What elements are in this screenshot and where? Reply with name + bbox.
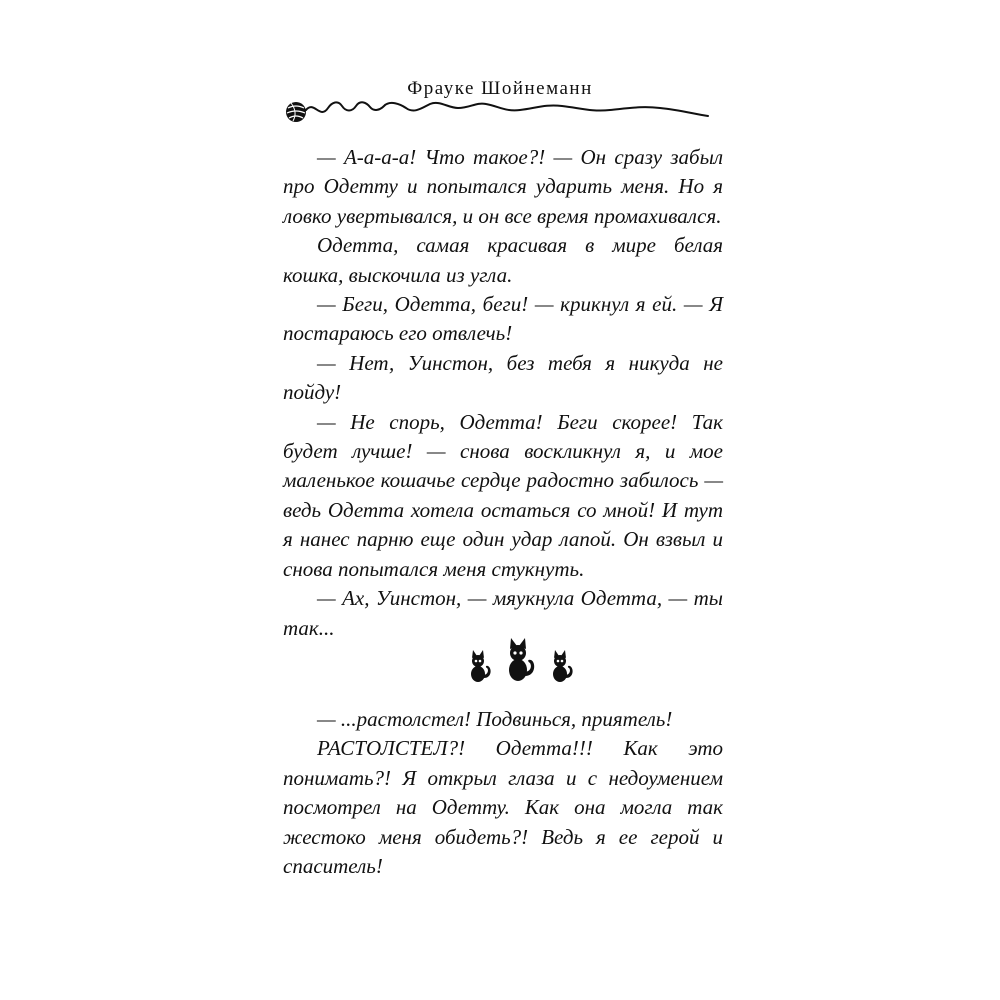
text-block-bottom: [283, 705, 723, 881]
paragraph: — А-а-а-а! Что такое?! — Он сразу забыл про Одетту и попытался ударить меня. Но я ловко увертывался, и он все время промахивался.: [283, 145, 723, 228]
paragraph: — Ах, Уинстон, — мяукнула Одетта, — ты так...: [283, 586, 723, 640]
text-block-top: [283, 143, 723, 643]
paragraph: Одетта, самая красивая в мире белая кошка, выскочила из угла.: [283, 233, 723, 287]
three-black-cats-icon: [462, 636, 582, 684]
author-name: Фрауке Шойнеманн: [407, 78, 593, 99]
paragraph: — ...растолстел! Подвинься, приятель!: [317, 707, 673, 731]
paragraph: — Не спорь, Одетта! Беги скорее! Так будет лучше! — снова воскликнул я, и мое маленькое кошачье сердце радостно забилось — ведь Одетта хотела остаться со мной! И тут я нанес парню еще один удар лапой. Он взвыл и снова попытался меня стукнуть.: [283, 409, 723, 581]
yarn-ball-icon: [280, 90, 720, 126]
paragraph: РАСТОЛСТЕЛ?! Одетта!!! Как это понимать?! Я открыл глаза и с недоумением посмотрел на Одетту. Как она могла так жестоко меня обидеть?! Ведь я ее герой и спаситель!: [283, 736, 723, 879]
paragraph: — Беги, Одетта, беги! — крикнул я ей. — Я постараюсь его отвлечь!: [283, 292, 723, 346]
paragraph: — Нет, Уинстон, без тебя я никуда не пойду!: [283, 350, 723, 405]
running-header: [280, 70, 720, 130]
